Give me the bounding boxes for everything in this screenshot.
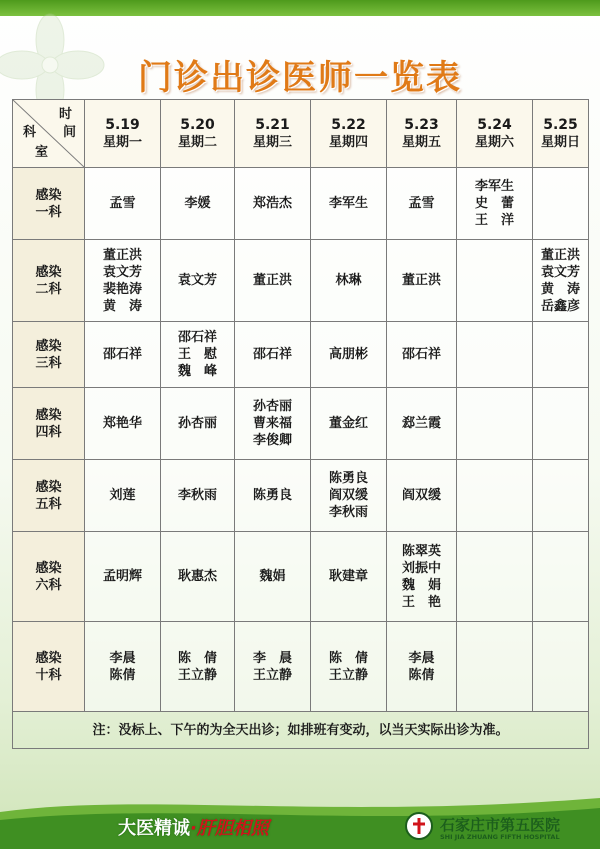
column-date: 5.23 <box>404 116 439 133</box>
schedule-cell <box>533 622 589 712</box>
hospital-name: 石家庄市第五医院 <box>440 816 561 834</box>
schedule-cell <box>311 322 387 388</box>
doctor-name: 刘莲 <box>109 488 136 503</box>
schedule-cell <box>533 532 589 622</box>
department-label-line: 感染 <box>35 479 62 495</box>
table-row <box>13 168 589 240</box>
table-row <box>13 240 589 322</box>
schedule-table <box>12 99 589 749</box>
doctor-name: 孙杏丽 <box>252 399 292 414</box>
doctor-name: 孟明辉 <box>102 569 142 584</box>
doctor-name: 陈 倩 <box>328 650 368 666</box>
footer-slogan <box>118 814 269 840</box>
doctor-name: 孟雪 <box>408 196 435 211</box>
schedule-cell <box>85 168 161 240</box>
schedule-cell <box>235 168 311 240</box>
department-label-line: 十科 <box>35 667 62 683</box>
column-header-5 <box>457 100 533 168</box>
schedule-cell <box>311 240 387 322</box>
schedule-cell <box>311 168 387 240</box>
doctor-name: 李俊卿 <box>252 433 292 448</box>
department-label <box>13 532 85 622</box>
schedule-cell <box>387 388 457 460</box>
column-date: 5.24 <box>477 116 512 133</box>
department-label-line: 感染 <box>35 407 62 423</box>
schedule-cell <box>311 388 387 460</box>
department-label <box>13 622 85 712</box>
table-row <box>13 622 589 712</box>
schedule-cell <box>457 622 533 712</box>
doctor-name: 王立静 <box>252 667 292 683</box>
column-weekday: 星期六 <box>474 134 514 150</box>
doctor-name: 林琳 <box>335 273 362 288</box>
doctor-name: 刘振中 <box>401 560 441 576</box>
schedule-note: 注：没标上、下午的为全天出诊；如排班有变动，以当天实际出诊为准。 <box>13 712 589 749</box>
schedule-cell <box>311 532 387 622</box>
doctor-name: 董金红 <box>328 416 368 431</box>
schedule-cell <box>457 460 533 532</box>
column-weekday: 星期日 <box>540 134 580 150</box>
doctor-name: 魏娟 <box>259 569 286 584</box>
doctor-name: 郑浩杰 <box>252 196 292 211</box>
doctor-name: 陈倩 <box>109 667 136 683</box>
schedule-cell <box>235 388 311 460</box>
slogan-part-b: ·肝胆相照 <box>190 818 269 839</box>
department-label-line: 一科 <box>35 204 62 220</box>
table-row <box>13 460 589 532</box>
doctor-name: 黄 涛 <box>102 298 142 314</box>
doctor-name: 李晨 <box>408 650 435 666</box>
column-header-2 <box>235 100 311 168</box>
corner-dept-label-2: 室 <box>35 145 49 160</box>
doctor-name: 陈勇良 <box>252 488 292 503</box>
doctor-name: 李秋雨 <box>328 505 368 520</box>
corner-dept-label-1: 科 <box>23 125 37 140</box>
schedule-cell <box>235 460 311 532</box>
doctor-name: 袁文芳 <box>102 264 142 280</box>
doctor-name: 郄兰霞 <box>401 416 441 431</box>
department-label-line: 感染 <box>35 560 62 576</box>
department-label-line: 感染 <box>35 338 62 354</box>
column-header-3 <box>311 100 387 168</box>
schedule-cell <box>235 532 311 622</box>
department-label <box>13 460 85 532</box>
doctor-name: 李 晨 <box>252 650 292 666</box>
corner-time-label-2: 间 <box>62 125 76 140</box>
doctor-name: 魏 峰 <box>177 364 217 379</box>
column-date: 5.19 <box>105 116 140 133</box>
table-corner-header <box>13 100 85 168</box>
schedule-cell <box>161 322 235 388</box>
schedule-cell <box>161 460 235 532</box>
department-label-line: 四科 <box>35 424 62 440</box>
column-header-6 <box>533 100 589 168</box>
doctor-name: 阎双缓 <box>328 488 368 503</box>
doctor-name: 高朋彬 <box>328 347 368 362</box>
schedule-cell <box>457 322 533 388</box>
doctor-name: 裴艳涛 <box>102 281 142 297</box>
schedule-cell <box>387 168 457 240</box>
column-weekday: 星期四 <box>328 134 368 150</box>
schedule-cell <box>533 168 589 240</box>
department-label <box>13 322 85 388</box>
doctor-name: 陈倩 <box>408 667 435 683</box>
column-header-4 <box>387 100 457 168</box>
schedule-cell <box>387 240 457 322</box>
department-label <box>13 240 85 322</box>
table-row <box>13 322 589 388</box>
doctor-name: 李军生 <box>328 196 368 211</box>
schedule-cell <box>457 388 533 460</box>
schedule-cell <box>387 622 457 712</box>
schedule-cell <box>85 388 161 460</box>
schedule-cell <box>457 168 533 240</box>
doctor-name: 李秋雨 <box>177 488 217 503</box>
doctor-name: 袁文芳 <box>540 264 580 280</box>
doctor-name: 黄 涛 <box>540 281 580 297</box>
doctor-name: 邵石祥 <box>252 347 292 362</box>
schedule-cell <box>311 622 387 712</box>
hospital-logo-icon <box>405 812 433 840</box>
doctor-name: 董正洪 <box>401 273 441 288</box>
doctor-name: 邵石祥 <box>177 330 217 345</box>
doctor-name: 董正洪 <box>252 273 292 288</box>
schedule-cell <box>85 240 161 322</box>
table-row <box>13 532 589 622</box>
doctor-name: 魏 娟 <box>401 577 441 593</box>
doctor-name: 王立静 <box>328 667 368 683</box>
column-date: 5.25 <box>543 116 578 133</box>
schedule-cell <box>457 532 533 622</box>
schedule-cell <box>311 460 387 532</box>
department-label-line: 二科 <box>35 281 62 297</box>
column-weekday: 星期五 <box>401 134 441 150</box>
doctor-name: 王 洋 <box>474 213 514 228</box>
schedule-cell <box>387 532 457 622</box>
doctor-name: 李晨 <box>109 650 136 666</box>
schedule-cell <box>161 168 235 240</box>
schedule-cell <box>161 622 235 712</box>
doctor-name: 王 艳 <box>401 594 441 610</box>
schedule-cell <box>161 388 235 460</box>
department-label-line: 六科 <box>35 577 62 593</box>
column-header-0 <box>85 100 161 168</box>
column-weekday: 星期三 <box>252 134 292 150</box>
corner-time-label-1: 时 <box>58 107 72 122</box>
schedule-cell <box>85 322 161 388</box>
doctor-name: 董正洪 <box>540 247 580 263</box>
department-label-line: 感染 <box>35 187 62 203</box>
schedule-cell <box>457 240 533 322</box>
department-label-line: 感染 <box>35 650 62 666</box>
doctor-name: 郑艳华 <box>102 416 142 431</box>
doctor-name: 李媛 <box>184 196 211 211</box>
hospital-english-name: SHI JIA ZHUANG FIFTH HOSPITAL <box>440 833 560 841</box>
schedule-cell <box>533 460 589 532</box>
column-date: 5.21 <box>255 116 290 133</box>
doctor-name: 孟雪 <box>109 196 136 211</box>
table-row <box>13 388 589 460</box>
column-date: 5.20 <box>180 116 215 133</box>
doctor-name: 王立静 <box>177 667 217 683</box>
doctor-name: 王 慰 <box>177 347 217 362</box>
schedule-cell <box>235 322 311 388</box>
schedule-cell <box>533 388 589 460</box>
column-header-1 <box>161 100 235 168</box>
page-title: 门诊出诊医师一览表 <box>138 58 462 98</box>
column-weekday: 星期二 <box>177 134 217 150</box>
schedule-cell <box>85 622 161 712</box>
column-date: 5.22 <box>331 116 366 133</box>
schedule-cell <box>387 322 457 388</box>
department-label-line: 三科 <box>35 355 62 371</box>
doctor-name: 李军生 <box>474 179 514 194</box>
doctor-name: 曹来福 <box>252 416 292 431</box>
doctor-name: 陈翠英 <box>401 543 441 559</box>
doctor-name: 耿惠杰 <box>177 569 217 584</box>
schedule-cell <box>161 240 235 322</box>
department-label-line: 五科 <box>35 496 62 512</box>
doctor-name: 邵石祥 <box>401 347 441 362</box>
schedule-cell <box>387 460 457 532</box>
doctor-name: 邵石祥 <box>102 347 142 362</box>
column-weekday: 星期一 <box>102 134 142 150</box>
doctor-name: 孙杏丽 <box>177 416 217 431</box>
slogan-part-a: 大医精诚 <box>118 818 190 839</box>
department-label-line: 感染 <box>35 264 62 280</box>
doctor-name: 阎双缓 <box>401 488 441 503</box>
schedule-cell <box>85 460 161 532</box>
doctor-name: 袁文芳 <box>177 273 217 288</box>
schedule-cell <box>533 240 589 322</box>
schedule-cell <box>235 622 311 712</box>
doctor-name: 陈 倩 <box>177 650 217 666</box>
department-label <box>13 168 85 240</box>
schedule-cell <box>533 322 589 388</box>
doctor-name: 史 蕾 <box>474 196 514 211</box>
doctor-name: 董正洪 <box>102 247 142 263</box>
schedule-cell <box>85 532 161 622</box>
schedule-cell <box>235 240 311 322</box>
doctor-name: 岳鑫彦 <box>540 298 580 314</box>
doctor-name: 耿建章 <box>328 569 368 584</box>
schedule-cell <box>161 532 235 622</box>
doctor-name: 陈勇良 <box>328 471 368 486</box>
department-label <box>13 388 85 460</box>
